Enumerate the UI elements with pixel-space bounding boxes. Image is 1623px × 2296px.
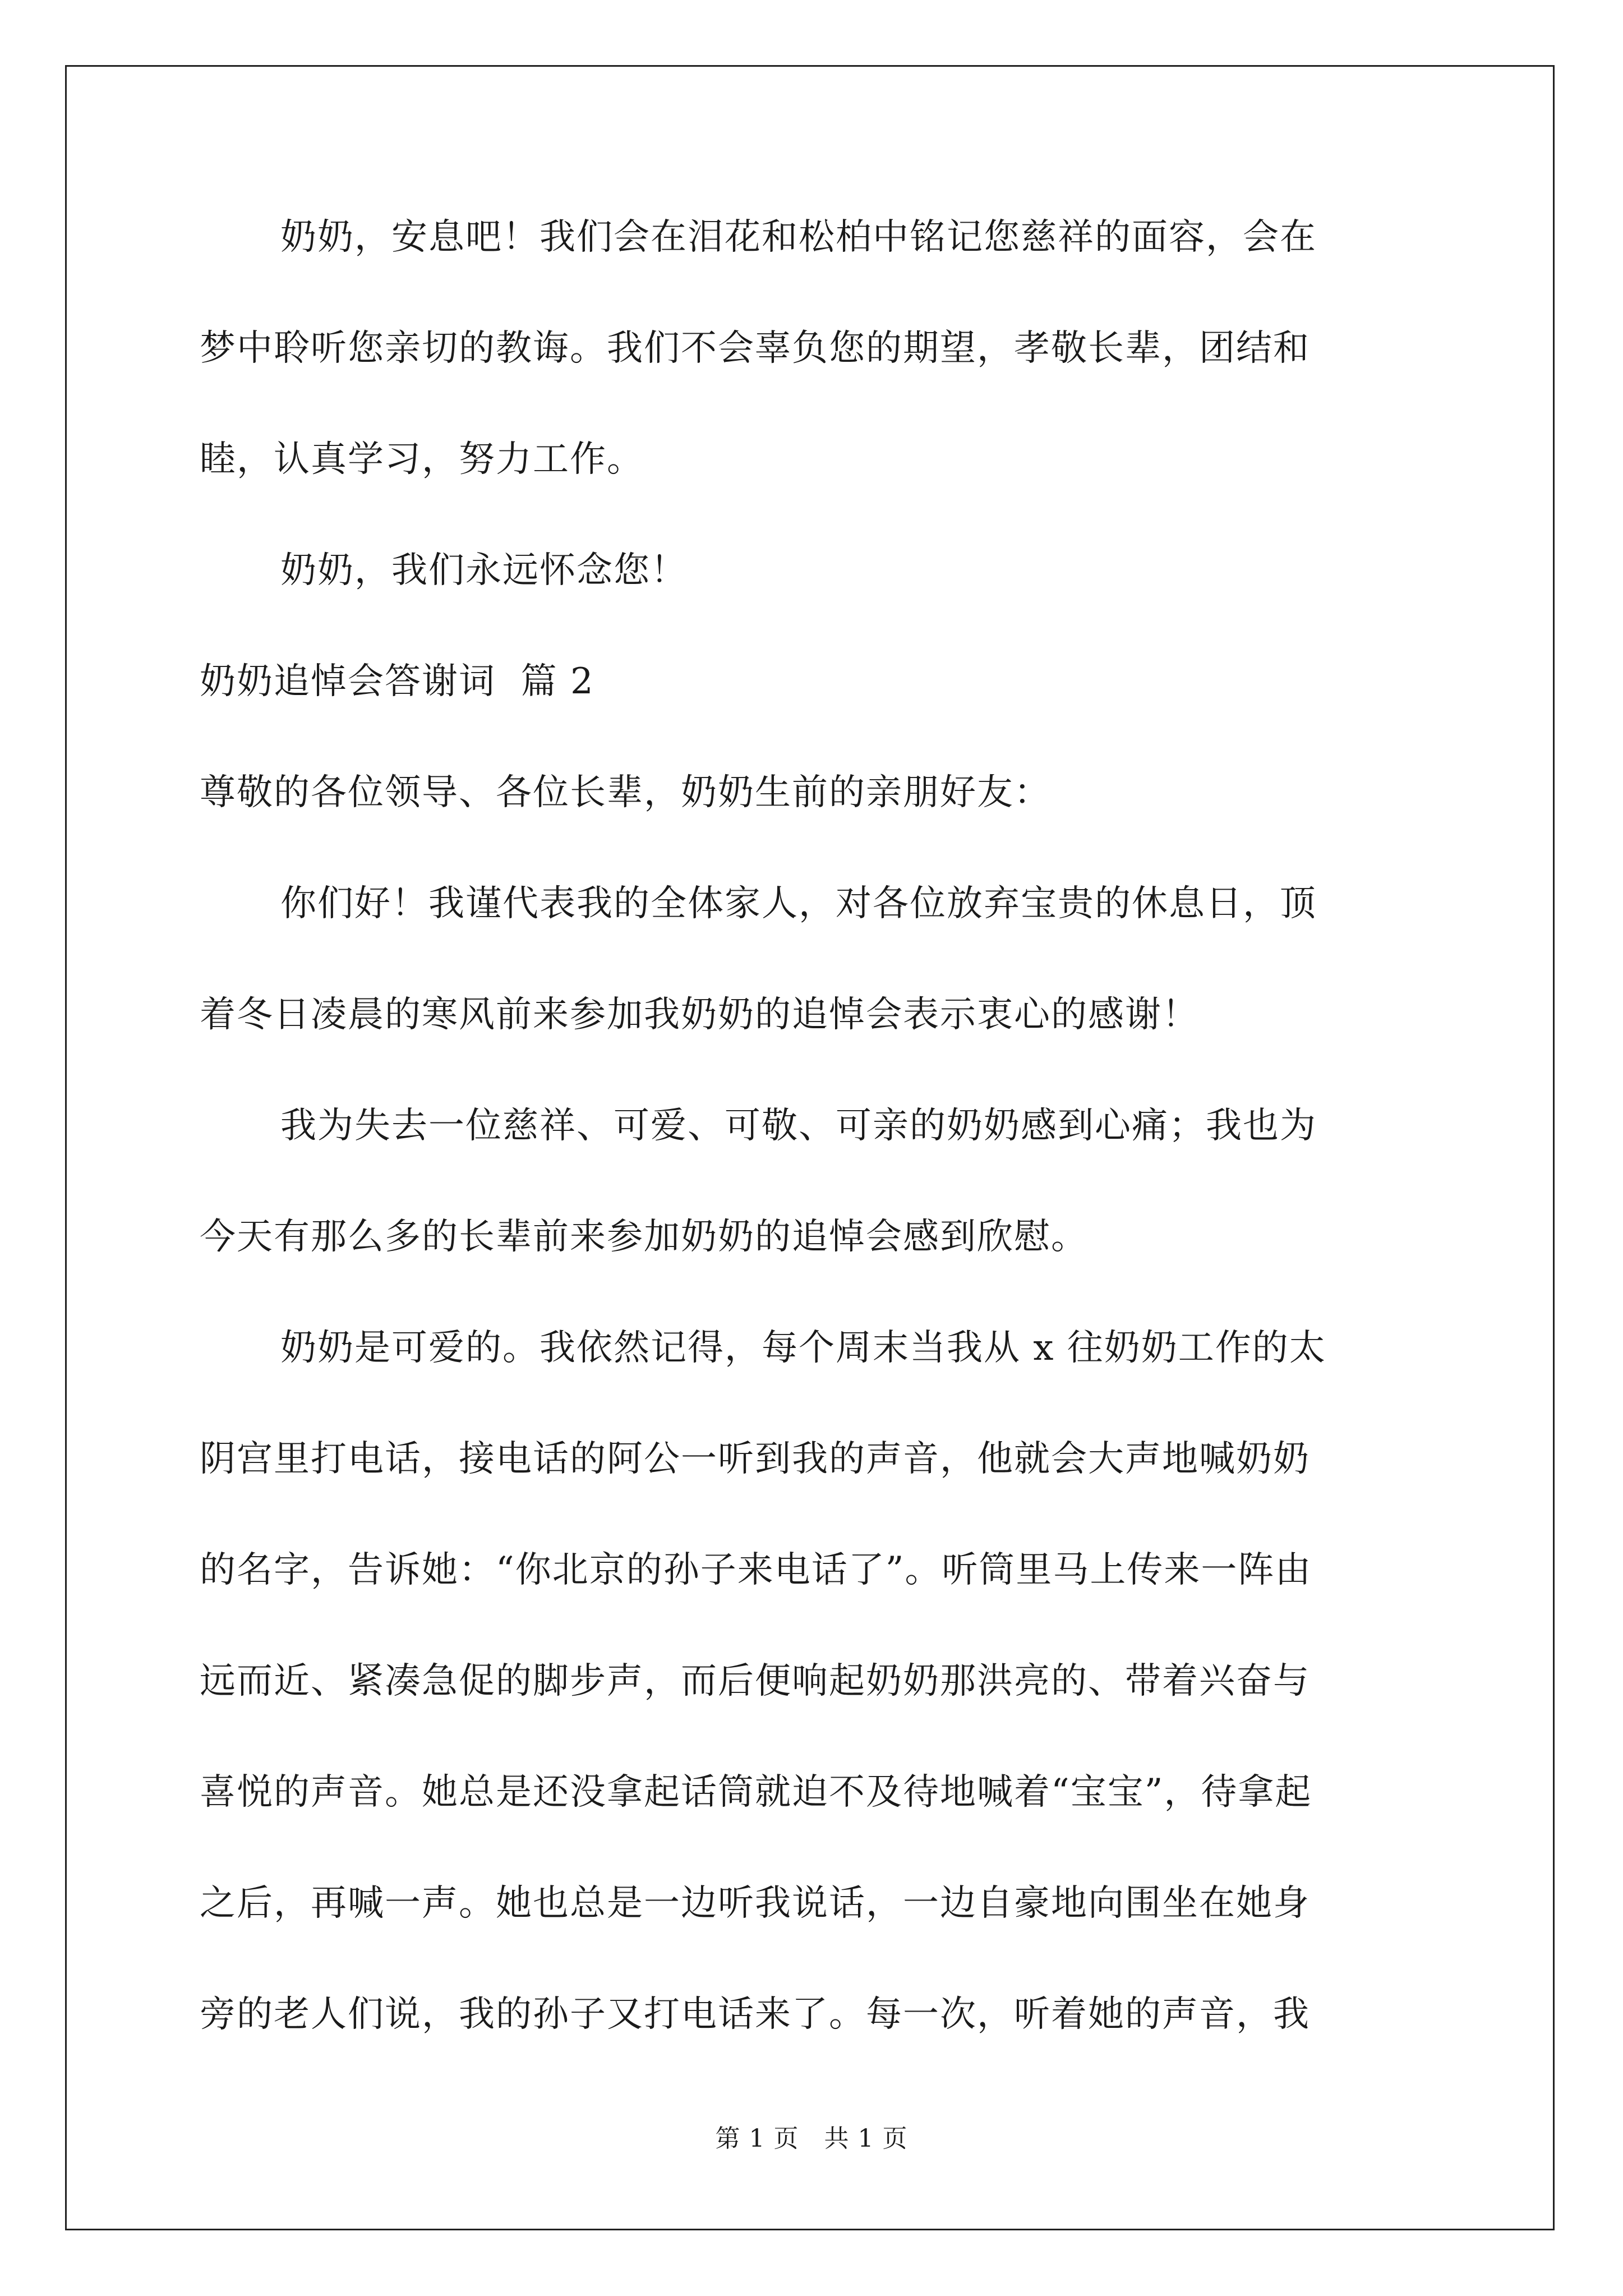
text-line: 奶奶，安息吧！我们会在泪花和松柏中铭记您慈祥的面容，会在 xyxy=(280,217,1317,258)
text-line: 远而近、紧凑急促的脚步声，而后便响起奶奶那洪亮的、带着兴奋与 xyxy=(200,1660,1310,1702)
salutation xyxy=(200,769,1428,817)
paragraph xyxy=(200,1324,1428,2039)
page-footer: 第 1 页 共 1 页 xyxy=(715,2124,908,2153)
paragraph xyxy=(200,880,1428,1039)
text-line: 今天有那么多的长辈前来参加奶奶的追悼会感到欣慰。 xyxy=(200,1216,1088,1258)
text-line: 我为失去一位慈祥、可爱、可敬、可亲的奶奶感到心痛；我也为 xyxy=(280,1105,1317,1147)
paragraph xyxy=(200,213,1428,484)
section-heading xyxy=(200,657,1428,706)
text-line: 阴宫里打电话，接电话的阿公一听到我的声音，他就会大声地喊奶奶 xyxy=(200,1438,1310,1480)
text-line: 奶奶是可爱的。我依然记得，每个周末当我从 x 往奶奶工作的太 xyxy=(280,1327,1326,1369)
text-line: 的名字，告诉她：“你北京的孙子来电话了”。听筒里马上传来一阵由 xyxy=(200,1549,1312,1591)
text-line: 梦中聆听您亲切的教诲。我们不会辜负您的期望，孝敬长辈，团结和 xyxy=(200,328,1310,369)
text-line: 旁的老人们说，我的孙子又打电话来了。每一次，听着她的声音，我 xyxy=(200,1994,1310,2035)
text-line: 你们好！我谨代表我的全体家人，对各位放弃宝贵的休息日，顶 xyxy=(280,883,1317,924)
document-body xyxy=(200,213,1428,2039)
text-line: 睦，认真学习，努力工作。 xyxy=(200,439,644,480)
text-line: 奶奶，我们永远怀念您！ xyxy=(280,550,688,591)
paragraph xyxy=(200,546,1428,595)
text-line: 着冬日凌晨的寒风前来参加我奶奶的追悼会表示衷心的感谢！ xyxy=(200,994,1199,1036)
text-line: 尊敬的各位领导、各位长辈，奶奶生前的亲朋好友： xyxy=(200,772,1051,813)
text-line: 喜悦的声音。她总是还没拿起话筒就迫不及待地喊着“宝宝”，待拿起 xyxy=(200,1772,1312,1813)
paragraph xyxy=(200,1102,1428,1261)
heading-text: 奶奶追悼会答谢词 篇 2 xyxy=(200,661,594,702)
text-line: 之后，再喊一声。她也总是一边听我说话，一边自豪地向围坐在她身 xyxy=(200,1883,1310,1924)
